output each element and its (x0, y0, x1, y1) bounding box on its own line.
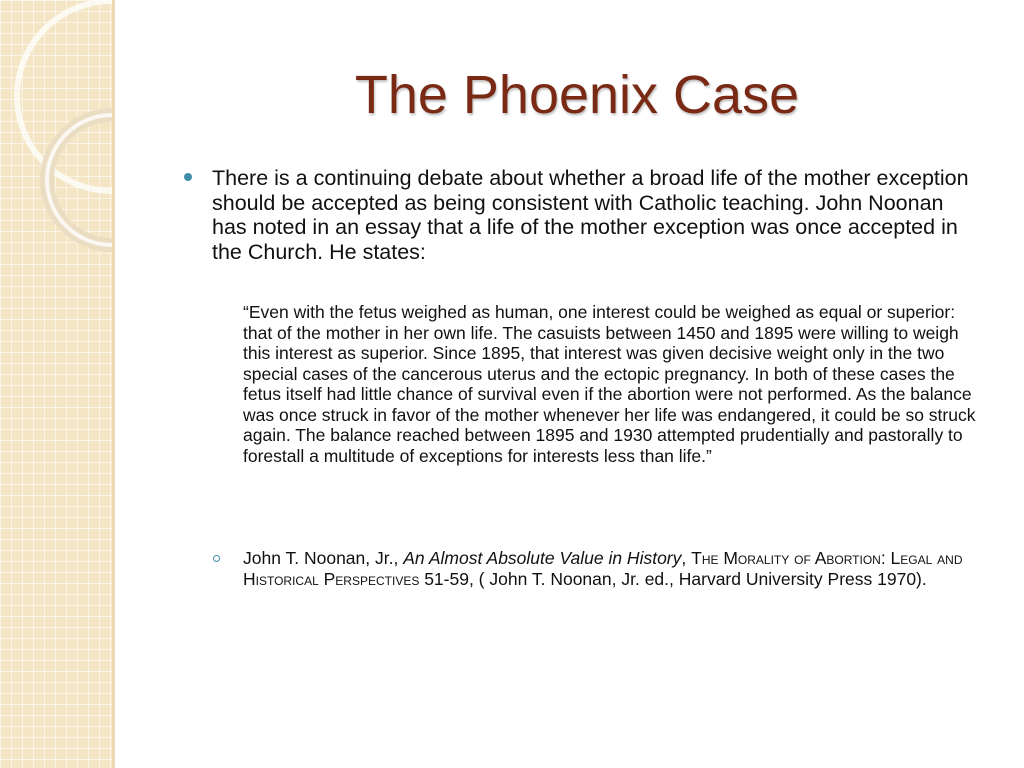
citation-work-title: An Almost Absolute Value in History (403, 548, 682, 568)
citation-separator: , (681, 548, 692, 568)
citation-bullet (213, 548, 988, 590)
decorative-circle-ring (47, 115, 112, 245)
hollow-bullet-icon (213, 555, 220, 562)
citation-details: 51-59, ( John T. Noonan, Jr. ed., Harvard University Press 1970). (419, 569, 927, 589)
bullet-dot-icon (184, 173, 192, 181)
main-bullet-text: There is a continuing debate about whether a broad life of the mother exception should be accepted as being consistent with Catholic teaching. John Noonan has noted in an essay that a life of the mother exception was once accepted in the Church. He states: (212, 166, 969, 264)
citation-author: John T. Noonan, Jr., (243, 548, 404, 568)
citation-text (243, 548, 988, 590)
main-bullet (184, 166, 984, 264)
noonan-quote: “Even with the fetus weighed as human, one interest could be weighed as equal or superior: that of the mother in her own life. The casuists between 1450 and 1895 were willing to weigh this interest as superior. Since 1895, that interest was given decisive weight only in the two special cases of the cancerous uterus and the ectopic pregnancy. In both of these cases the fetus itself had little chance of survival even if the abortion were not performed. As the balance was once struck in favor of the mother whenever her life was endangered, it could be so struck again. The balance reached between 1895 and 1930 attempted prudentially and pastorally to forestall a multitude of exceptions for interests less than life.” (243, 302, 976, 466)
decorative-side-panel (0, 0, 115, 768)
citation-book-title: The Morality of Abortion: Legal and Historical Perspectives (243, 548, 963, 589)
decorative-circles-graphic (0, 0, 112, 768)
slide-title: The Phoenix Case (354, 65, 800, 125)
decorative-circle-large (17, 1, 112, 191)
